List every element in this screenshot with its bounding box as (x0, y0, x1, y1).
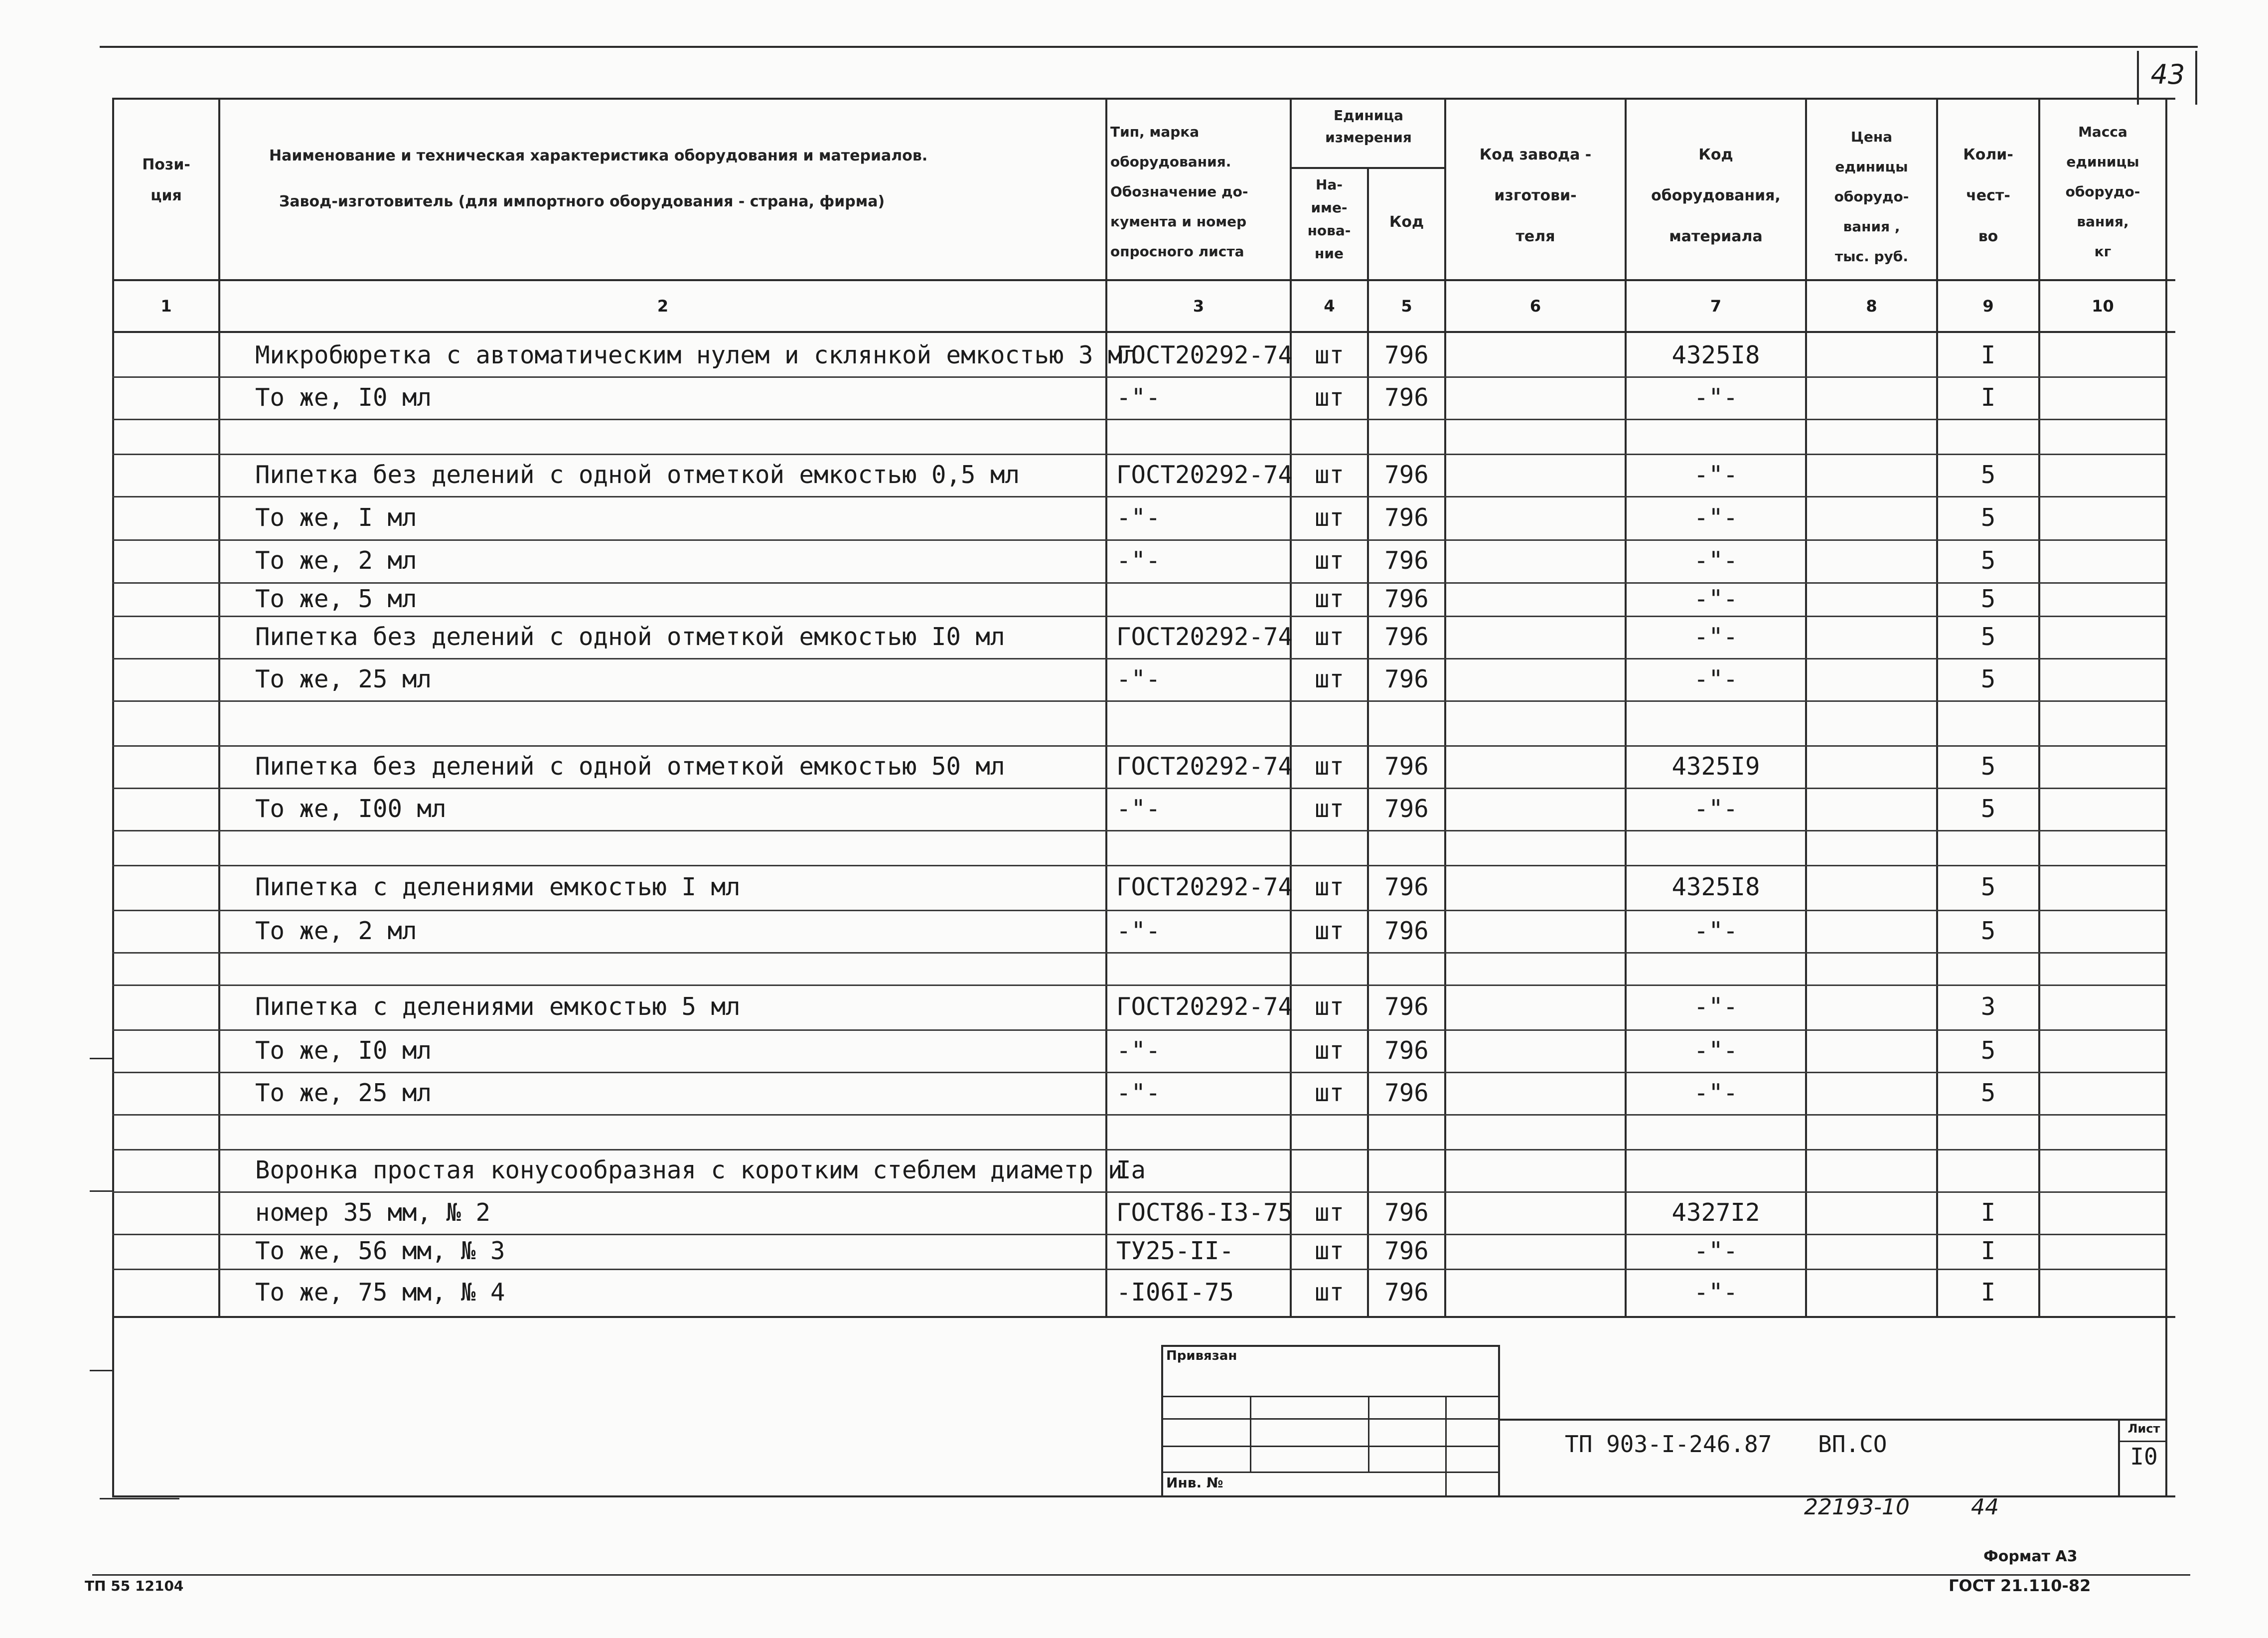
row-material-code: -"- (1693, 1036, 1738, 1065)
stamp-row4 (1161, 1472, 1499, 1473)
header-col7: Код оборудования, материала (1651, 146, 1781, 245)
margin-tick-2 (90, 1190, 112, 1192)
row-doc: ГОСТ86-I3-75 (1116, 1198, 1293, 1227)
row-unit-code: 796 (1384, 1078, 1429, 1107)
row-unit-code: 796 (1384, 916, 1429, 945)
header-col4: На- име- нова- ние (1307, 176, 1351, 262)
row-unit: шт (1314, 1078, 1344, 1107)
row-unit: шт (1314, 664, 1344, 693)
row-unit-code: 796 (1384, 794, 1429, 823)
handwritten-number: 22193-10 (1804, 1494, 1910, 1520)
row-doc: ГОСТ20292-74 (1116, 460, 1293, 489)
row-material-code: -"- (1693, 622, 1738, 651)
row-name: То же, 25 мл (255, 664, 432, 693)
row-divider (112, 616, 2165, 617)
row-quantity: I (1980, 340, 1996, 369)
row-unit: шт (1314, 916, 1344, 945)
row-name: номер 35 мм, № 2 (255, 1198, 491, 1227)
colnum-9: 9 (1982, 297, 1994, 316)
row-doc: ГОСТ20292-74 (1116, 340, 1293, 369)
row-unit: шт (1314, 1198, 1344, 1227)
row-material-code: -"- (1693, 664, 1738, 693)
row-name: То же, I0 мл (255, 1036, 432, 1065)
row-name: То же, I мл (255, 503, 417, 532)
row-doc: Iа (1116, 1155, 1146, 1184)
row-quantity: 5 (1980, 1078, 1996, 1107)
row-material-code: 4327I2 (1671, 1198, 1760, 1227)
header-col8: Цена единицы оборудо- вания , тыс. руб. (1834, 129, 1909, 265)
margin-tick-1 (90, 1058, 112, 1059)
row-unit: шт (1314, 340, 1344, 369)
row-unit-code: 796 (1384, 340, 1429, 369)
row-name: Пипетка без делений с одной отметкой емкостью 0,5 мл (255, 460, 1020, 489)
header-col3: Тип, марка оборудования. Обозначение до- кумента и номер опросного листа (1110, 124, 1248, 260)
row-name: Микробюретка с автоматическим нулем и склянкой емкостью 3 мл (255, 340, 1138, 369)
table-top (112, 98, 2175, 100)
header-col10: Масса единицы оборудо- вания, кг (2065, 124, 2140, 260)
row-unit-code: 796 (1384, 584, 1429, 613)
colnum-1: 1 (160, 297, 172, 316)
row-divider (112, 1191, 2165, 1193)
row-divider (112, 865, 2165, 866)
row-unit-code: 796 (1384, 460, 1429, 489)
col-line-4 (1367, 167, 1369, 1318)
stamp-v1 (1250, 1396, 1251, 1472)
footer-left-code: ТП 55 12104 (85, 1578, 184, 1594)
colnum-bottom (112, 331, 2175, 333)
stamp-v3 (1445, 1396, 1447, 1497)
row-name: То же, 5 мл (255, 584, 417, 613)
row-unit-code: 796 (1384, 383, 1429, 412)
row-name: Воронка простая конусообразная с коротким стеблем диаметр и (255, 1155, 1123, 1184)
row-material-code: -"- (1693, 383, 1738, 412)
row-material-code: -"- (1693, 584, 1738, 613)
row-name: То же, 56 мм, № 3 (255, 1237, 505, 1265)
row-material-code: -"- (1693, 1237, 1738, 1265)
row-divider (112, 788, 2165, 789)
row-quantity: 5 (1980, 584, 1996, 613)
row-divider (112, 376, 2165, 378)
stamp-sheet-value: I0 (2130, 1443, 2158, 1470)
stamp-row2 (1161, 1418, 1499, 1420)
row-unit-code: 796 (1384, 1036, 1429, 1065)
row-unit-code: 796 (1384, 1237, 1429, 1265)
colnum-6: 6 (1529, 297, 1541, 316)
left-dash-line (100, 1498, 179, 1499)
row-unit: шт (1314, 622, 1344, 651)
row-quantity: I (1980, 1278, 1996, 1307)
row-name: Пипетка без делений с одной отметкой емкостью 50 мл (255, 752, 1005, 781)
row-unit: шт (1314, 794, 1344, 823)
row-material-code: 4325I8 (1671, 873, 1760, 901)
row-doc: -"- (1116, 916, 1161, 945)
colnum-10: 10 (2092, 297, 2114, 316)
row-unit: шт (1314, 503, 1344, 532)
row-material-code: -"- (1693, 992, 1738, 1021)
stamp-designation: ТП 903-I-246.87 (1565, 1431, 1772, 1458)
colnum-2: 2 (657, 297, 669, 316)
header-col6: Код завода - изготови- теля (1479, 146, 1592, 245)
stamp-left (1161, 1345, 1163, 1497)
sheet-cell-divider (2118, 1441, 2167, 1442)
row-doc: ТУ25-II- (1116, 1237, 1234, 1265)
row-unit-code: 796 (1384, 752, 1429, 781)
colnum-5: 5 (1401, 297, 1412, 316)
standard-label: ГОСТ 21.110-82 (1949, 1576, 2091, 1595)
row-divider (112, 419, 2165, 420)
row-divider (112, 952, 2165, 954)
row-doc: ГОСТ20292-74 (1116, 992, 1293, 1021)
row-name: Пипетка с делениями емкостью I мл (255, 873, 741, 901)
row-unit: шт (1314, 1036, 1344, 1065)
header-col2: Наименование и техническая характеристика оборудования и материалов. Завод-изготовитель (для импортного оборудования - страна, фирма) (269, 147, 928, 210)
row-name: То же, 2 мл (255, 546, 417, 575)
row-name: Пипетка с делениями емкостью 5 мл (255, 992, 741, 1021)
stamp-row1 (1161, 1396, 1499, 1397)
row-material-code: -"- (1693, 503, 1738, 532)
stamp-linked-label: Привязан (1166, 1348, 1237, 1363)
row-material-code: 4325I8 (1671, 340, 1760, 369)
row-material-code: 4325I9 (1671, 752, 1760, 781)
row-name: То же, 75 мм, № 4 (255, 1278, 505, 1307)
row-divider (112, 910, 2165, 911)
row-quantity: 5 (1980, 503, 1996, 532)
row-unit-code: 796 (1384, 546, 1429, 575)
row-unit-code: 796 (1384, 622, 1429, 651)
row-quantity: I (1980, 1237, 1996, 1265)
row-divider (112, 1269, 2165, 1270)
row-unit-code: 796 (1384, 873, 1429, 901)
row-name: То же, 2 мл (255, 916, 417, 945)
sheet-cell-left (2118, 1419, 2120, 1497)
sheet-number-top: 43 (2150, 59, 2185, 90)
format-label: Формат А3 (1983, 1548, 2078, 1565)
row-quantity: 3 (1980, 992, 1996, 1021)
row-unit-code: 796 (1384, 992, 1429, 1021)
row-name: То же, 25 мл (255, 1078, 432, 1107)
colnum-8: 8 (1866, 297, 1877, 316)
row-quantity: 5 (1980, 1036, 1996, 1065)
colnum-3: 3 (1193, 297, 1205, 316)
row-unit: шт (1314, 460, 1344, 489)
row-unit-code: 796 (1384, 664, 1429, 693)
row-quantity: 5 (1980, 460, 1996, 489)
row-material-code: -"- (1693, 916, 1738, 945)
row-divider (112, 1114, 2165, 1116)
row-doc: ГОСТ20292-74 (1116, 622, 1293, 651)
row-unit: шт (1314, 992, 1344, 1021)
row-unit-code: 796 (1384, 503, 1429, 532)
colnum-4: 4 (1324, 297, 1335, 316)
row-quantity: 5 (1980, 622, 1996, 651)
row-unit-code: 796 (1384, 1198, 1429, 1227)
row-unit: шт (1314, 584, 1344, 613)
row-unit: шт (1314, 873, 1344, 901)
row-doc: -"- (1116, 794, 1161, 823)
colnum-7: 7 (1710, 297, 1722, 316)
sheet-box-right (2195, 51, 2197, 105)
row-material-code: -"- (1693, 794, 1738, 823)
row-divider (112, 700, 2165, 702)
table-bottom (112, 1316, 2175, 1318)
header-col5: Код (1389, 213, 1424, 231)
row-name: То же, I00 мл (255, 794, 447, 823)
row-unit: шт (1314, 752, 1344, 781)
row-doc: -"- (1116, 503, 1161, 532)
row-divider (112, 454, 2165, 455)
row-quantity: 5 (1980, 546, 1996, 575)
row-unit: шт (1314, 1278, 1344, 1307)
row-unit: шт (1314, 546, 1344, 575)
row-unit: шт (1314, 383, 1344, 412)
top-rule (100, 46, 2198, 48)
row-divider (112, 1149, 2165, 1150)
footer-rule (92, 1574, 2190, 1576)
row-doc: ГОСТ20292-74 (1116, 752, 1293, 781)
stamp-section: ВП.СО (1818, 1431, 1887, 1458)
row-divider (112, 658, 2165, 659)
row-doc: -"- (1116, 664, 1161, 693)
row-divider (112, 745, 2165, 747)
stamp-inv-label: Инв. № (1166, 1474, 1223, 1491)
row-divider (112, 1072, 2165, 1073)
row-quantity: 5 (1980, 916, 1996, 945)
row-material-code: -"- (1693, 546, 1738, 575)
sheet-box-left (2137, 51, 2139, 105)
handwritten-page: 44 (1971, 1494, 1999, 1520)
row-quantity: 5 (1980, 752, 1996, 781)
row-quantity: 5 (1980, 873, 1996, 901)
stamp-sheet-label: Лист (2127, 1422, 2160, 1436)
row-quantity: 5 (1980, 794, 1996, 823)
row-doc: ГОСТ20292-74 (1116, 873, 1293, 901)
row-doc: -I06I-75 (1116, 1278, 1234, 1307)
header-col1: Пози- ция (142, 156, 190, 204)
row-divider (112, 830, 2165, 831)
row-doc: -"- (1116, 383, 1161, 412)
col-line-10 (2165, 98, 2167, 1497)
header-unit-group: Единица измерения (1325, 107, 1412, 146)
row-divider (112, 539, 2165, 541)
stamp-top (1161, 1345, 1499, 1347)
row-doc: -"- (1116, 546, 1161, 575)
stamp-row3 (1161, 1446, 1499, 1447)
title-block-top (1498, 1419, 2167, 1421)
header-col9: Коли- чест- во (1963, 146, 2013, 245)
row-doc: -"- (1116, 1078, 1161, 1107)
row-name: Пипетка без делений с одной отметкой емкостью I0 мл (255, 622, 1005, 651)
row-material-code: -"- (1693, 1278, 1738, 1307)
row-unit: шт (1314, 1237, 1344, 1265)
row-quantity: I (1980, 383, 1996, 412)
row-divider (112, 1029, 2165, 1031)
row-quantity: 5 (1980, 664, 1996, 693)
stamp-right (1498, 1345, 1500, 1497)
row-divider (112, 496, 2165, 497)
row-material-code: -"- (1693, 460, 1738, 489)
row-doc: -"- (1116, 1036, 1161, 1065)
row-quantity: I (1980, 1198, 1996, 1227)
row-name: То же, I0 мл (255, 383, 432, 412)
row-unit-code: 796 (1384, 1278, 1429, 1307)
row-divider (112, 984, 2165, 986)
row-material-code: -"- (1693, 1078, 1738, 1107)
row-divider (112, 582, 2165, 584)
stamp-v2 (1368, 1396, 1369, 1472)
margin-tick-3 (90, 1370, 112, 1371)
row-divider (112, 1234, 2165, 1235)
